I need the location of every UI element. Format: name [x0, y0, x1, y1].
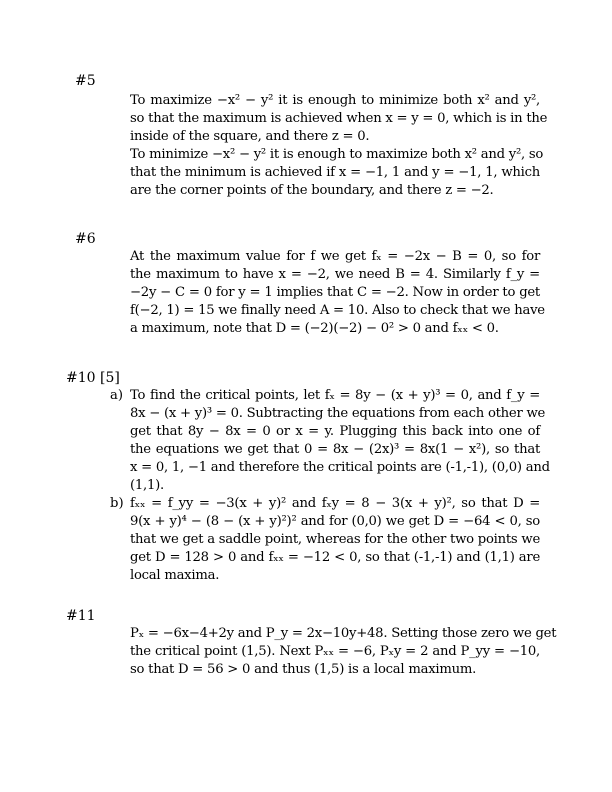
- problem-6-line: f(−2, 1) = 15 we finally need A = 10. Also to check that we have: [130, 303, 545, 318]
- part-b-line: fₓₓ = f_yy = −3(x + y)² and fₓy = 8 − 3(x + y)², so that D =: [130, 496, 540, 511]
- part-a-line: 8x − (x + y)³ = 0. Subtracting the equations from each other we: [130, 406, 546, 421]
- part-a-line: get that 8y − 8x = 0 or x = y. Plugging this back into one of: [130, 424, 540, 439]
- problem-6-line: the maximum to have x = −2, we need B = 4. Similarly f_y =: [130, 267, 540, 282]
- problem-6-heading: #6: [75, 231, 96, 247]
- part-a-line: the equations we get that 0 = 8x − (2x)³ = 8x(1 − x²), so that: [130, 442, 540, 457]
- part-b-line: that we get a saddle point, whereas for the other two points we: [130, 532, 540, 547]
- problem-6-line: At the maximum value for f we get fₓ = −2x − B = 0, so for: [130, 249, 540, 264]
- problem-6-line: a maximum, note that D = (−2)(−2) − 0² > 0 and fₓₓ < 0.: [130, 321, 499, 336]
- part-b-line: 9(x + y)⁴ − (8 − (x + y)²)² and for (0,0) we get D = −64 < 0, so: [130, 514, 540, 529]
- part-a-line: To find the critical points, let fₓ = 8y − (x + y)³ = 0, and f_y =: [130, 388, 540, 403]
- problem-11-line: so that D = 56 > 0 and thus (1,5) is a local maximum.: [130, 662, 477, 677]
- problem-5-line: To maximize −x² − y² it is enough to minimize both x² and y²,: [130, 93, 540, 108]
- problem-11-line: the critical point (1,5). Next Pₓₓ = −6, Pₓy = 2 and P_yy = −10,: [130, 644, 540, 659]
- problem-5-heading: #5: [75, 73, 96, 89]
- problem-11-line: Pₓ = −6x−4+2y and P_y = 2x−10y+48. Setting those zero we get: [130, 626, 557, 641]
- problem-5-line: To minimize −x² − y² it is enough to maximize both x² and y², so: [130, 147, 544, 162]
- problem-5-line: inside of the square, and there z = 0.: [130, 129, 370, 144]
- part-b-label: b): [110, 496, 124, 511]
- part-b-line: local maxima.: [130, 568, 220, 583]
- problem-10-heading: #10 [5]: [66, 370, 120, 386]
- part-b-line: get D = 128 > 0 and fₓₓ = −12 < 0, so that (-1,-1) and (1,1) are: [130, 550, 540, 565]
- problem-5-line: that the minimum is achieved if x = −1, 1 and y = −1, 1, which: [130, 165, 540, 180]
- problem-6-line: −2y − C = 0 for y = 1 implies that C = −2. Now in order to get: [130, 285, 540, 300]
- problem-5-line: so that the maximum is achieved when x = y = 0, which is in the: [130, 111, 548, 126]
- part-a-line: (1,1).: [130, 478, 164, 493]
- part-a-label: a): [110, 388, 124, 403]
- problem-5-line: are the corner points of the boundary, and there z = −2.: [130, 183, 494, 198]
- part-a-line: x = 0, 1, −1 and therefore the critical points are (-1,-1), (0,0) and: [130, 460, 550, 475]
- problem-11-heading: #11: [66, 608, 96, 624]
